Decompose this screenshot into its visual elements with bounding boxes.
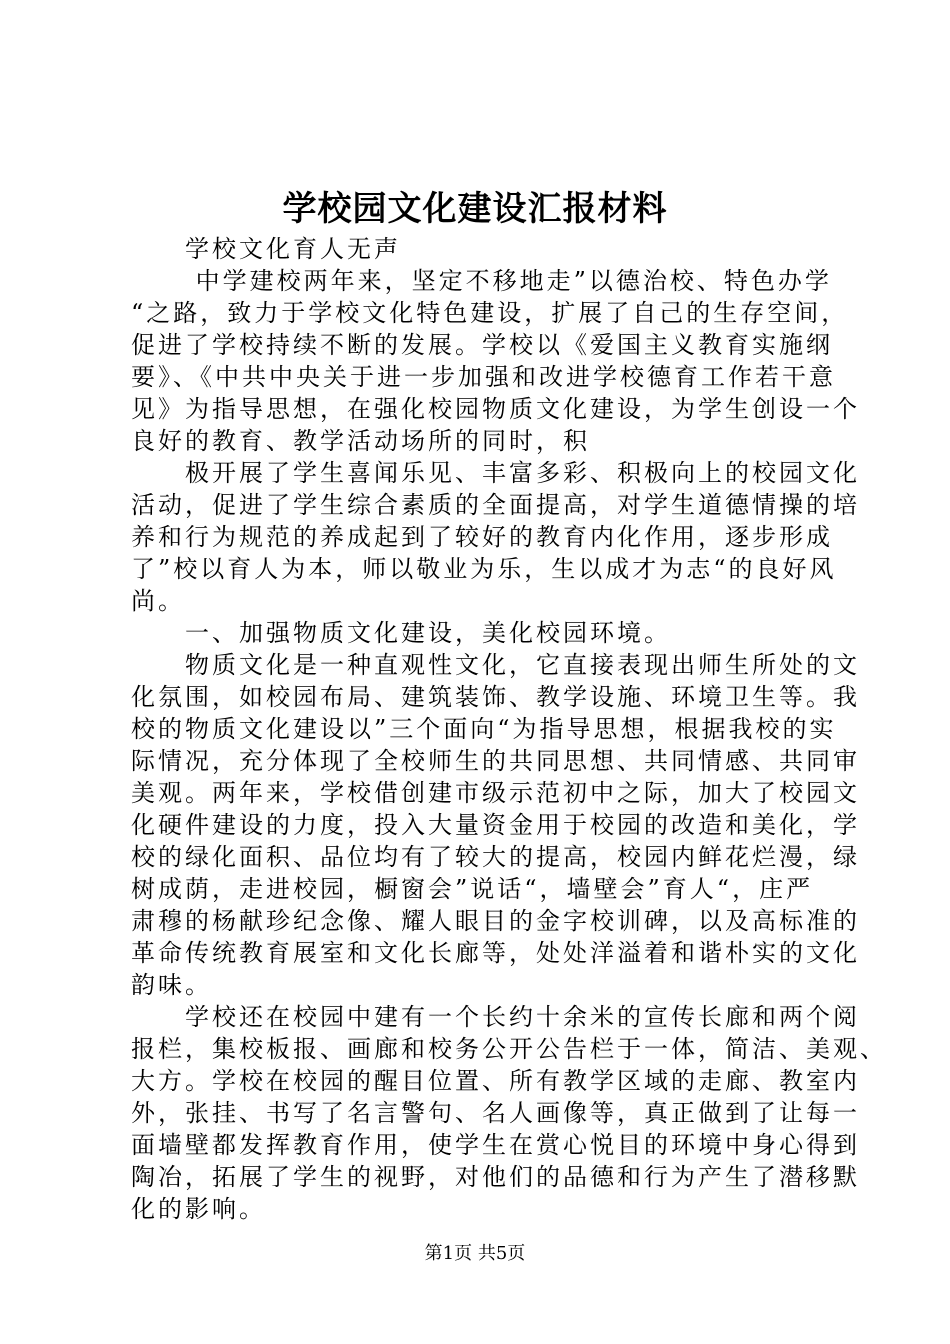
body-line: 际情况，充分体现了全校师生的共同思想、共同情感、共同审 <box>131 747 860 775</box>
document-body <box>131 233 887 1225</box>
body-line: 尚。 <box>131 587 185 615</box>
body-line: 革命传统教育展室和文化长廊等，处处洋溢着和谐朴实的文化 <box>131 939 860 967</box>
body-line: 校的物质文化建设以”三个面向“为指导思想，根据我校的实 <box>131 715 837 743</box>
body-line: 大方。学校在校园的醒目位置、所有教学区域的走廊、教室内 <box>131 1067 860 1095</box>
body-line: 活动，促进了学生综合素质的全面提高，对学生道德情操的培 <box>131 491 860 519</box>
body-line: 中学建校两年来，坚定不移地走”以德治校、特色办学 <box>131 267 832 295</box>
body-line: 极开展了学生喜闻乐见、丰富多彩、积极向上的校园文化 <box>131 459 860 487</box>
page-number-footer: 第1页 共5页 <box>424 1243 526 1264</box>
body-line: 了”校以育人为本，师以敬业为乐，生以成才为志“的良好风 <box>131 555 837 583</box>
body-line: 良好的教育、教学活动场所的同时，积 <box>131 427 590 455</box>
body-line: 化氛围，如校园布局、建筑装饰、教学设施、环境卫生等。我 <box>131 683 860 711</box>
body-line: 外，张挂、书写了名言警句、名人画像等，真正做到了让每一 <box>131 1099 860 1127</box>
document-title: 学校园文化建设汇报材料 <box>282 189 668 229</box>
body-line: 要》、《中共中央关于进一步加强和改进学校德育工作若干意 <box>131 363 836 391</box>
body-line: 物质文化是一种直观性文化，它直接表现出师生所处的文 <box>131 651 860 679</box>
body-line: 报栏，集校板报、画廊和校务公开公告栏于一体，简洁、美观、 <box>131 1035 887 1063</box>
body-line: 面墙壁都发挥教育作用，使学生在赏心悦目的环境中身心得到 <box>131 1131 860 1159</box>
body-line: 校的绿化面积、品位均有了较大的提高，校园内鲜花烂漫，绿 <box>131 843 860 871</box>
section-heading: 一、加强物质文化建设，美化校园环境。 <box>131 619 671 647</box>
body-line: “之路，致力于学校文化特色建设，扩展了自己的生存空间， <box>131 299 849 327</box>
body-line: 陶冶，拓展了学生的视野，对他们的品德和行为产生了潜移默 <box>131 1163 860 1191</box>
body-line: 见》为指导思想，在强化校园物质文化建设，为学生创设一个 <box>131 395 860 423</box>
body-line: 肃穆的杨献珍纪念像、耀人眼目的金字校训碑，以及高标准的 <box>131 907 860 935</box>
body-line: 化硬件建设的力度，投入大量资金用于校园的改造和美化，学 <box>131 811 860 839</box>
body-line: 养和行为规范的养成起到了较好的教育内化作用，逐步形成 <box>131 523 833 551</box>
body-line: 美观。两年来，学校借创建市级示范初中之际，加大了校园文 <box>131 779 860 807</box>
body-line: 学校还在校园中建有一个长约十余米的宣传长廊和两个阅 <box>131 1003 860 1031</box>
body-line: 化的影响。 <box>131 1195 266 1223</box>
body-line: 树成荫，走进校园，橱窗会”说话“，墙壁会”育人“，庄严 <box>131 875 814 903</box>
body-line: 促进了学校持续不断的发展。学校以《爱国主义教育实施纲 <box>131 331 833 359</box>
body-line: 韵味。 <box>131 971 212 999</box>
body-line: 学校文化育人无声 <box>131 235 401 263</box>
